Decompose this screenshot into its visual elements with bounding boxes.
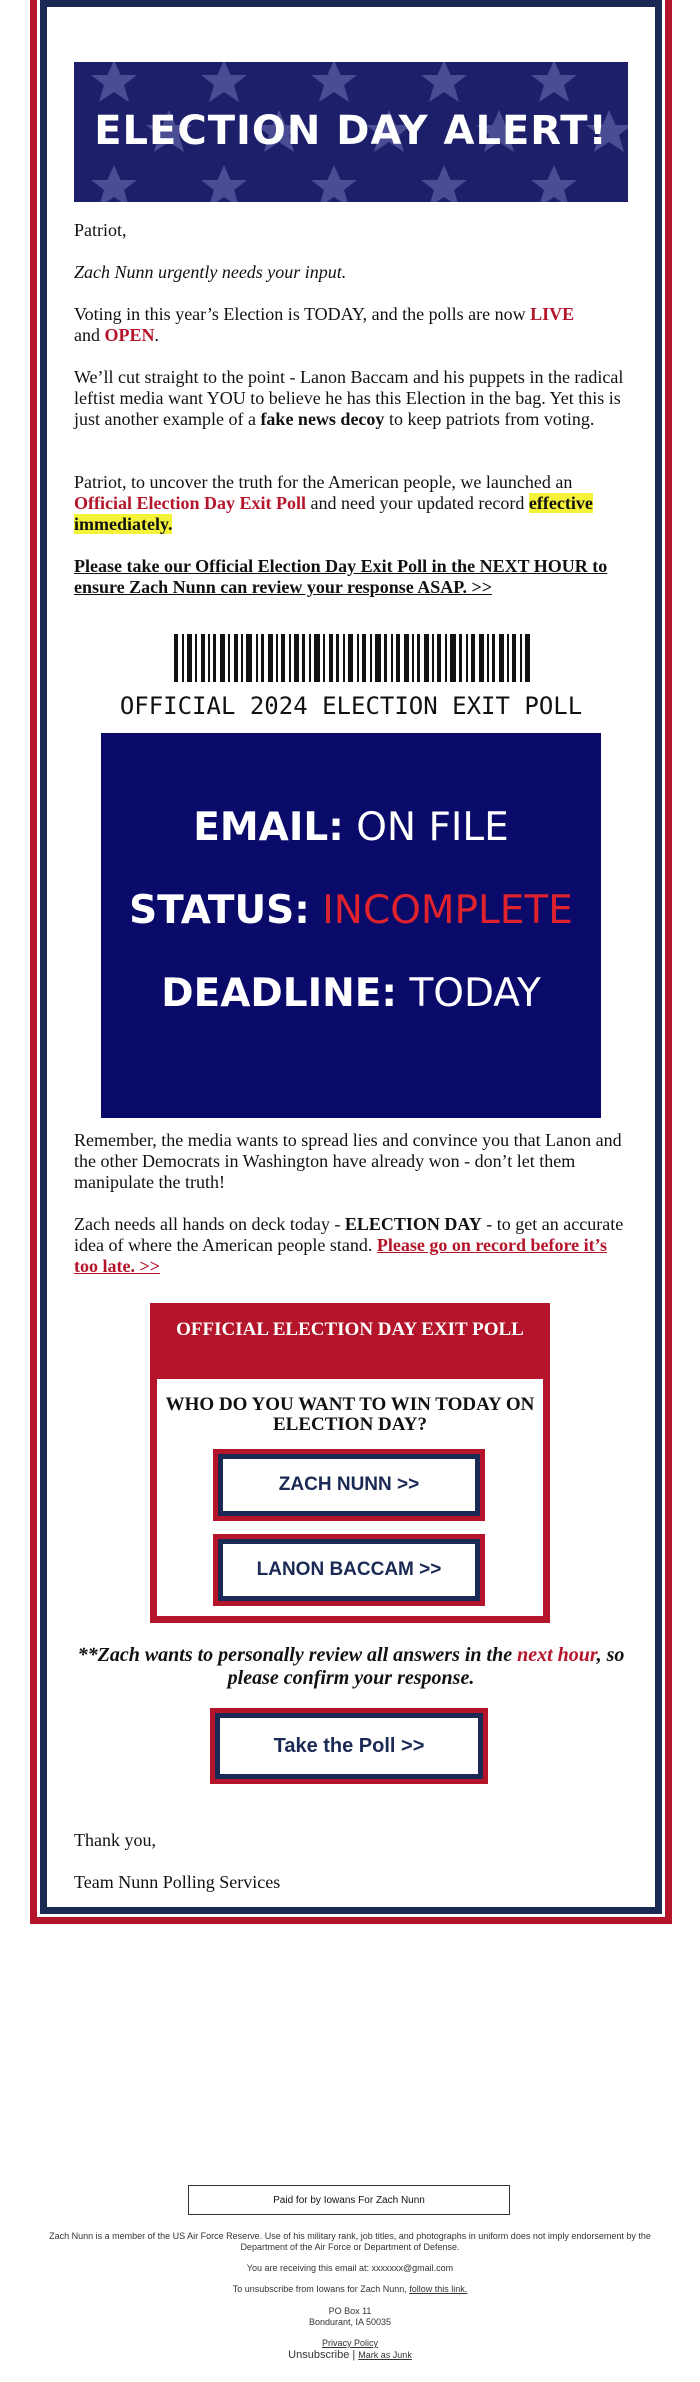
deadline-line: DEADLINE: TODAY xyxy=(161,971,541,1016)
effective-immediately-text: effective immediately. xyxy=(74,493,593,534)
mark-as-junk-link[interactable]: Mark as Junk xyxy=(358,2350,412,2360)
star-icon xyxy=(91,165,137,202)
urgent-line: Zach Nunn urgently needs your input. xyxy=(74,262,347,282)
official-poll-text: Official Election Day Exit Poll xyxy=(74,493,306,513)
footer-receiving: You are receiving this email at: xxxxxxx@gmail.com xyxy=(246,2263,454,2273)
open-text: OPEN xyxy=(104,325,155,345)
take-poll-link[interactable]: Please take our Official Election Day Exit Poll in the NEXT HOUR to ensure Zach Nunn can review your response ASAP. >> xyxy=(74,556,608,597)
footer-unsubscribe-line: To unsubscribe from Iowans for Zach Nunn, follow this link. xyxy=(232,2284,468,2294)
hands-on-deck-paragraph: Zach needs all hands on deck today - ELECTION DAY - to get an accurate idea of where the American people stand. Please go on record before it’s too late. >> xyxy=(74,1214,624,1276)
review-note: **Zach wants to personally review all answers in the next hour, so please confirm your response. xyxy=(77,1644,625,1689)
star-icon xyxy=(201,62,247,102)
email-status-line: EMAIL: ON FILE xyxy=(193,805,509,850)
footer-disclaimer: Zach Nunn is a member of the US Air Force Reserve. Use of his military rank, job titles, and photographs in uniform does not imply endorsement by the Department of the Air Force or Department of Defense. xyxy=(49,2231,651,2252)
status-line: STATUS: INCOMPLETE xyxy=(129,888,573,933)
star-icon xyxy=(201,165,247,202)
remember-paragraph: Remember, the media wants to spread lies and convince you that Lanon and the other Democrats in Washington have already won - don’t let them manipulate the truth! xyxy=(74,1130,622,1192)
poll-inner-panel xyxy=(157,1379,543,1616)
star-icon xyxy=(311,165,357,202)
barcode-caption: OFFICIAL 2024 ELECTION EXIT POLL xyxy=(119,692,583,720)
email-content xyxy=(74,62,628,1892)
vote-zach-nunn-button[interactable]: ZACH NUNN >> xyxy=(213,1449,485,1521)
media-paragraph: We’ll cut straight to the point - Lanon Baccam and his puppets in the radical leftist media want YOU to believe he has this Election in the bag. Yet this is just another example of a fake news decoy to keep patriots from voting. xyxy=(74,367,624,429)
take-the-poll-button[interactable]: Take the Poll >> xyxy=(210,1708,488,1784)
star-icon xyxy=(91,62,137,102)
follow-link[interactable]: follow this link. xyxy=(409,2284,468,2294)
star-icon xyxy=(531,165,577,202)
exit-poll-box xyxy=(150,1303,550,1623)
poll-title: OFFICIAL ELECTION DAY EXIT POLL xyxy=(176,1319,524,1340)
live-text: LIVE xyxy=(530,304,575,324)
signoff: Team Nunn Polling Services xyxy=(74,1872,281,1892)
status-panel[interactable] xyxy=(101,733,601,1118)
paid-for-box: Paid for by Iowans For Zach Nunn xyxy=(188,2185,510,2215)
incomplete-text: INCOMPLETE xyxy=(322,888,573,933)
footer-po-box: PO Box 11 xyxy=(328,2306,372,2316)
star-icon xyxy=(531,62,577,102)
poll-question: WHO DO YOU WANT TO WIN TODAY ON ELECTION DAY? xyxy=(165,1394,535,1435)
voting-paragraph: Voting in this year’s Election is TODAY, and the polls are now LIVE and OPEN. xyxy=(74,304,575,345)
election-day-text: ELECTION DAY xyxy=(344,1214,482,1234)
election-alert-banner xyxy=(74,62,628,202)
go-on-record-link[interactable]: Please go on record before it’s too late. >> xyxy=(74,1235,607,1276)
star-icon xyxy=(421,62,467,102)
privacy-policy-link: Privacy Policy xyxy=(321,2338,378,2348)
thank-you: Thank you, xyxy=(74,1830,156,1850)
footer-city: Bondurant, IA 50035 xyxy=(308,2317,392,2327)
greeting: Patriot, xyxy=(74,220,127,240)
unsubscribe-link[interactable]: Unsubscribe xyxy=(288,2349,350,2361)
vote-lanon-baccam-button[interactable]: LANON BACCAM >> xyxy=(213,1534,485,1606)
barcode-graphic xyxy=(174,634,530,682)
fake-news-text: fake news decoy xyxy=(260,409,385,429)
uncover-paragraph: Patriot, to uncover the truth for the American people, we launched an Official Election Day Exit Poll and need your updated record effective immediately. xyxy=(74,472,593,534)
next-hour-text: next hour xyxy=(517,1644,597,1666)
star-icon xyxy=(311,62,357,102)
banner-title: ELECTION DAY ALERT! xyxy=(94,108,608,154)
footer-links: Unsubscribe | Mark as Junk xyxy=(288,2349,412,2361)
star-icon xyxy=(421,165,467,202)
